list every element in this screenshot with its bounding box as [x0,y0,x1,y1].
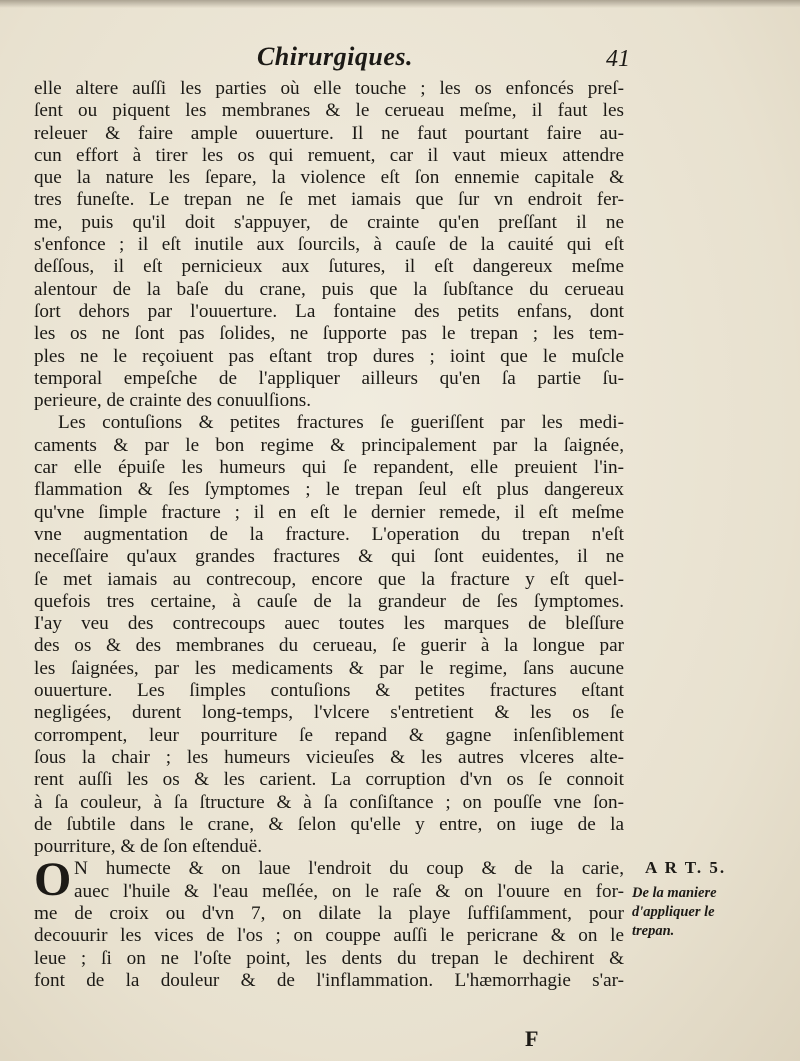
text-line: font de la douleur & de l'inflammation. L'hæmorrhagie s'ar- [34,969,624,991]
page-header [40,42,630,78]
text-line: de ſubtile dans le crane, & ſelon qu'elle y entre, on iuge de la [34,813,624,835]
text-line: ſe met iamais au contrecoup, encore que la fracture y eſt quel- [34,568,624,590]
text-line: N humecte & on laue l'endroit du coup & de la carie, [74,858,624,880]
text-line: quefois tres certaine, à cauſe de la grandeur de ſes ſymptomes. [34,590,624,612]
text-line: pourriture, & de ſon eſtenduë. [34,836,263,858]
margin-note-line: De la maniere [632,885,717,901]
text-line: qu'vne ſimple fracture ; il en eſt le dernier remede, il eſt meſme [34,501,624,523]
text-line: ſent ou piquent les membranes & le cerueau meſme, il faut les [34,100,624,122]
text-line: me, puis qu'il doit s'appuyer, de crainte qu'en preſſant il ne [34,211,624,233]
text-line: vne augmentation de la fracture. L'operation du trepan n'eſt [34,523,624,545]
page-top-edge [0,0,800,8]
text-line: ſort dehors par l'ouuerture. La fontaine des petits enfans, dont [34,300,624,322]
text-line: que la nature les ſepare, la violence eſt ſon ennemie capitale & [34,167,624,189]
body-text [34,78,624,992]
text-line: cun effort à tirer les os qui remuent, car il vaut mieux attendre [34,144,624,166]
text-line: ouuerture. Les ſimples contuſions & petites fractures eſtant [34,680,624,702]
text-line: rent auſſi les os & les carient. La corruption d'vn os ſe connoit [34,769,624,791]
text-line: les ſaignées, par les medicaments & par le regime, ſans aucune [34,657,624,679]
text-line: flammation & ſes ſymptomes ; le trepan ſeul eſt plus dangereux [34,479,624,501]
signature-mark: F [525,1026,539,1051]
text-line: I'ay veu des contrecoups auec toutes les marques de bleſſure [34,613,624,635]
text-line: les os ne ſont pas ſolides, ne ſupporte pas le trepan ; les tem- [34,323,624,345]
margin-note [632,884,782,941]
article-paragraph [34,853,624,992]
text-line: corrompent, leur pourriture ſe repand & gagne inſenſiblement [34,724,624,746]
text-line: ples ne le reçoiuent pas eſtant trop dures ; ioint que le muſcle [34,345,624,367]
text-line: s'enfonce ; il eſt inutile aux ſourcils, à cauſe de la cauité qui eſt [34,234,624,256]
text-line: me de croix ou d'vn 7, on dilate la playe ſuffiſamment, pour [34,902,624,924]
text-line: leue ; ſi on ne l'oſte point, les dents du trepan le dechirent & [34,947,624,969]
drop-cap: O [34,853,72,907]
text-line: Les contuſions & petites fractures ſe gueriſſent par les medi- [58,412,624,434]
text-line: alentour de la baſe du crane, puis que la ſubſtance du cerueau [34,278,624,300]
text-line: car elle épuiſe les humeurs qui ſe repandent, elle preuient l'in- [34,457,624,479]
margin-note-line: trepan. [632,923,675,939]
text-line: des os & des membranes du cerueau, ſe guerir à la longue par [34,635,624,657]
page-number: 41 [606,46,630,72]
article-label: A R T. 5. [645,858,727,877]
text-line: à ſa couleur, à ſa ſtructure & à ſa conſiſtance ; on pouſſe vne ſon- [34,791,624,813]
text-line: caments & par le bon regime & principalement par la ſaignée, [34,434,624,456]
text-line: ſous la chair ; les humeurs vicieuſes & les autres vlceres alte- [34,746,624,768]
text-line: negligées, durent long-temps, l'vlcere s'entretient & les os ſe [34,702,624,724]
margin-note-line: d'appliquer le [632,904,715,920]
text-line: neceſſaire qu'aux grandes fractures & qui ſont euidentes, il ne [34,546,624,568]
running-title: Chirurgiques. [256,42,414,71]
text-line: auec l'huile & l'eau meſlée, on le raſe & on l'ouure en for- [74,880,624,902]
text-line: tres funeſte. Le trepan ne ſe met iamais que ſur vn endroit fer- [34,189,624,211]
text-line: deſſous, il eſt pernicieux aux ſutures, il eſt dangereux meſme [34,256,624,278]
text-line: releuer & faire ample ouuerture. Il ne faut pourtant faire au- [34,122,624,144]
text-line: perieure, de crainte des conuulſions. [34,390,312,412]
text-line: decouurir les vices de l'os ; on couppe auſſi le pericrane & on le [34,925,624,947]
text-line: elle altere auſſi les parties où elle touche ; les os enfoncés preſ- [34,78,624,99]
text-line: temporal empeſche de l'appliquer ailleurs qu'en ſa partie ſu- [34,367,624,389]
